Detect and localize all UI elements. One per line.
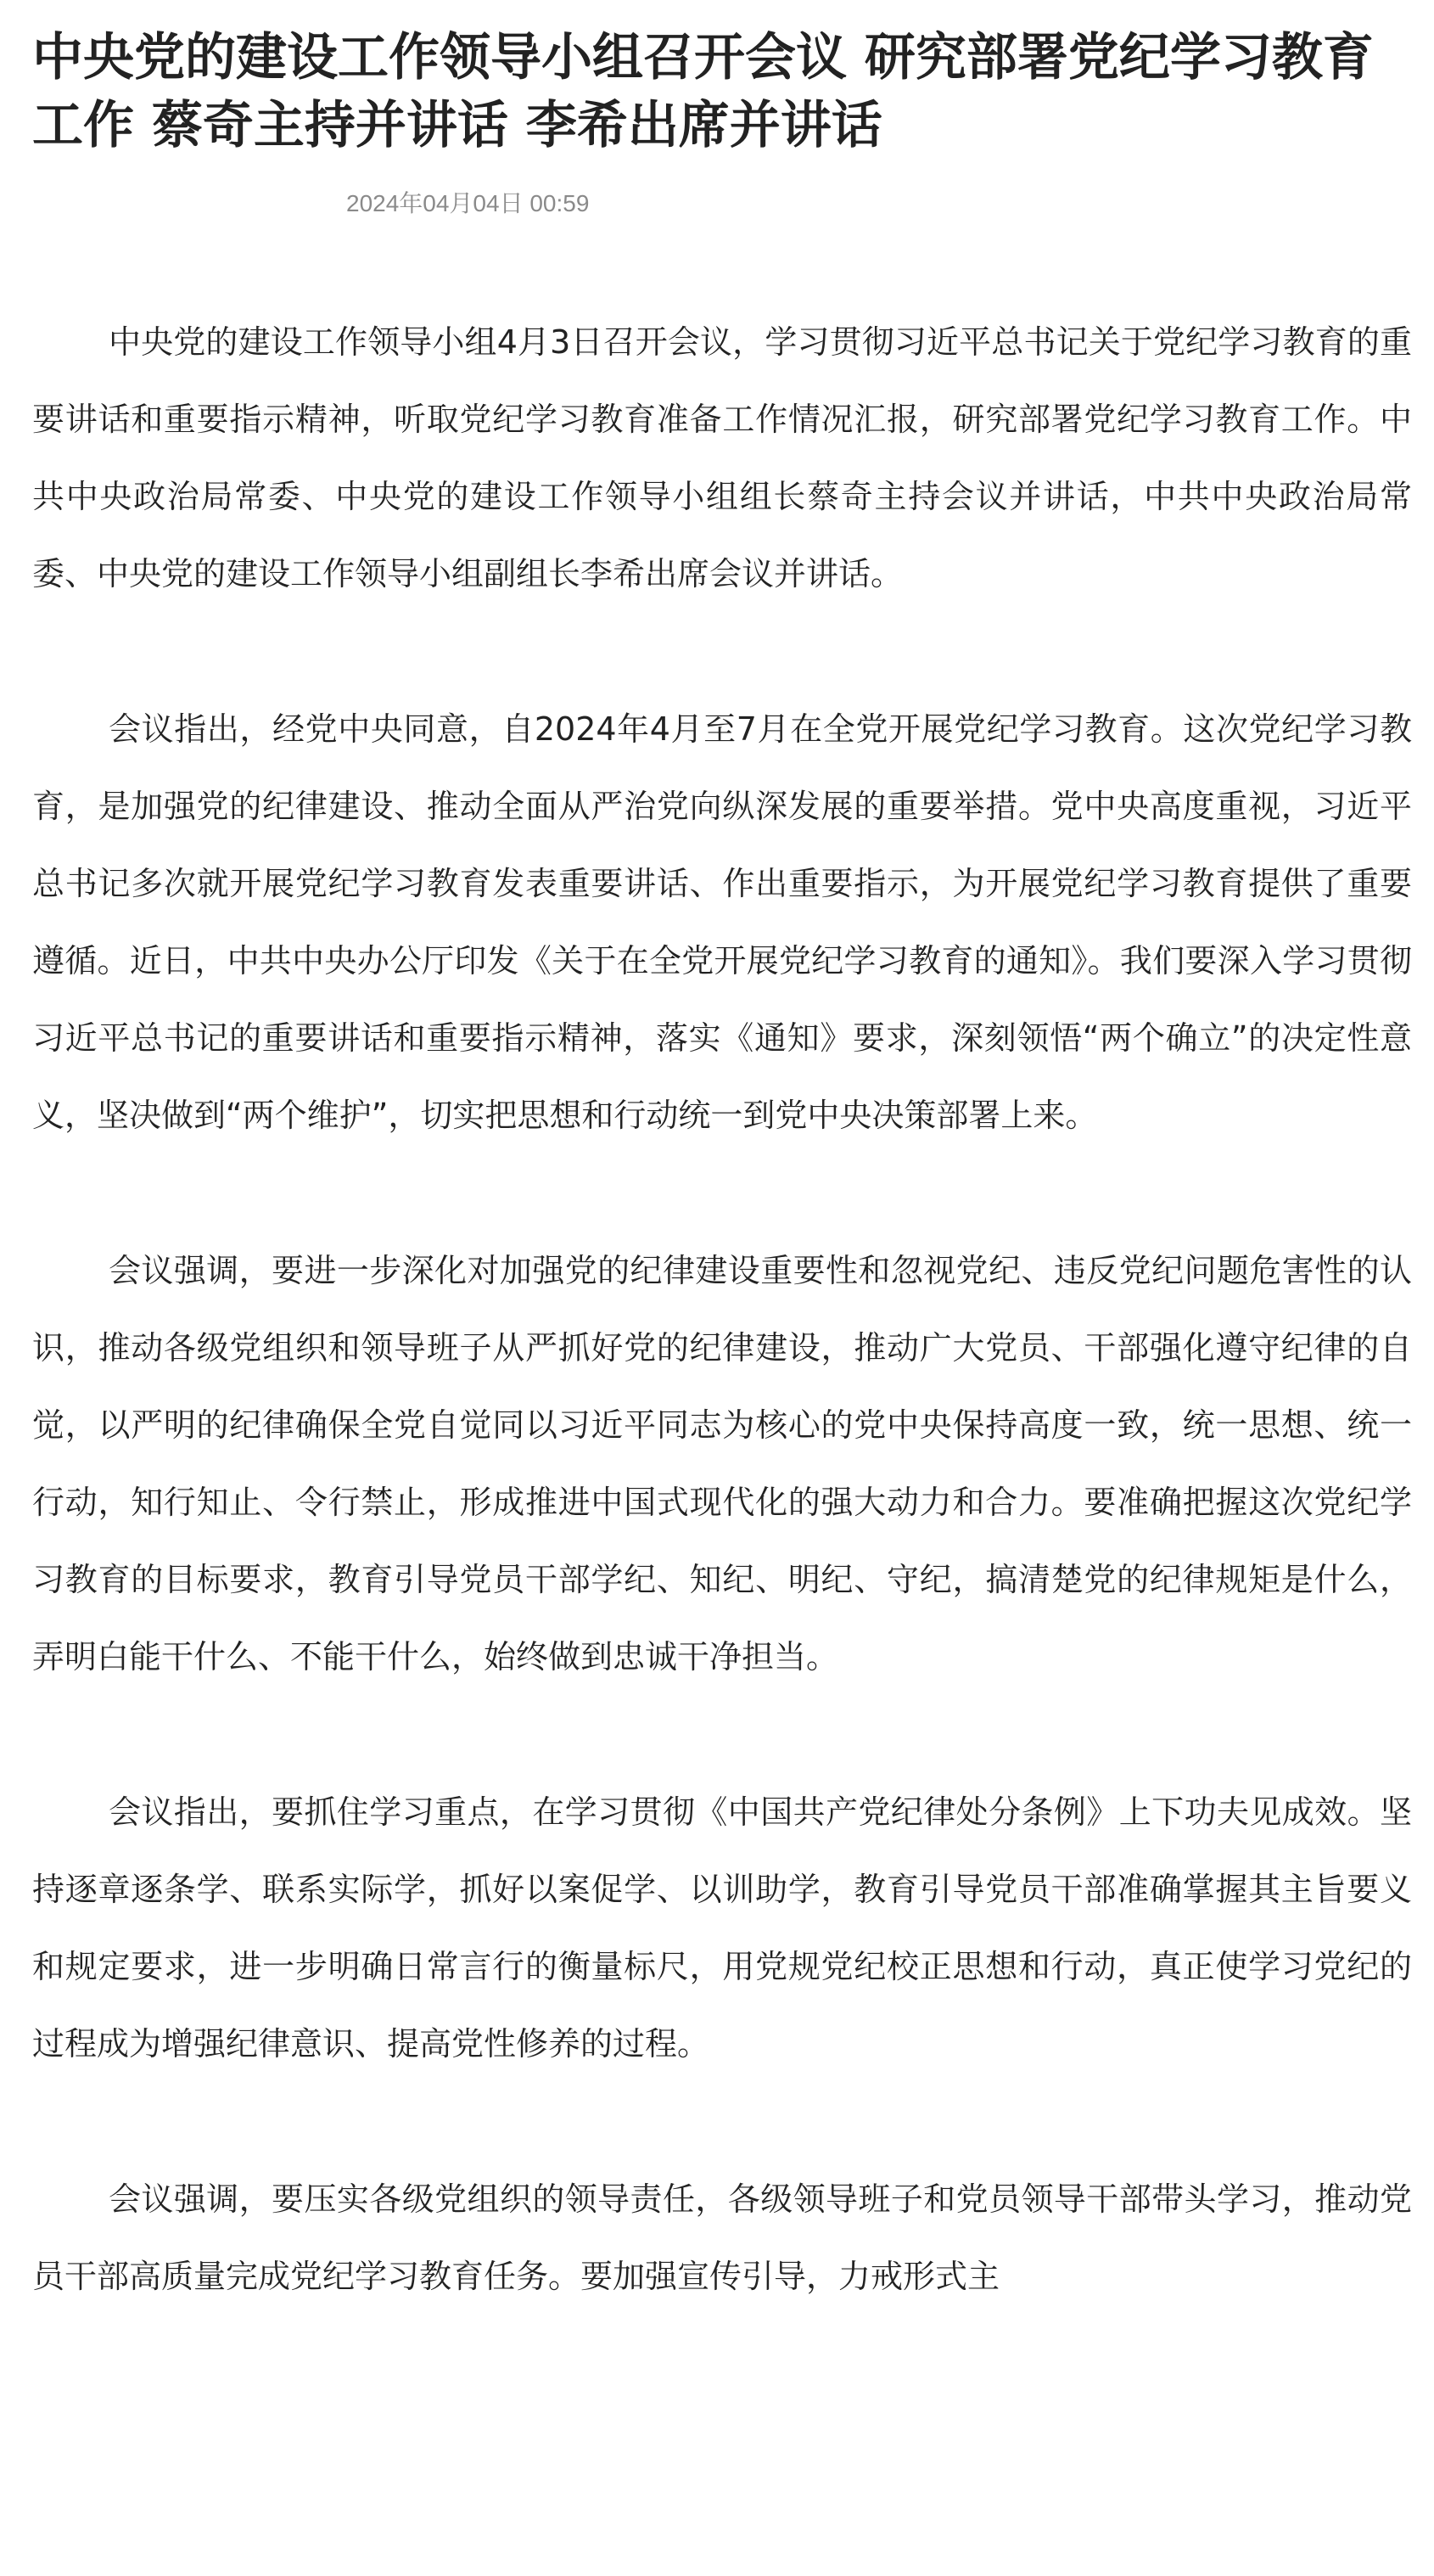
- article: [32, 0, 1412, 2394]
- article-paragraph: 会议强调，要进一步深化对加强党的纪律建设重要性和忽视党纪、违反党纪问题危害性的认识，推动各级党组织和领导班子从严抓好党的纪律建设，推动广大党员、干部强化遵守纪律的自觉，以严明的纪律确保全党自觉同以习近平同志为核心的党中央保持高度一致，统一思想、统一行动，知行知止、令行禁止，形成推进中国式现代化的强大动力和合力。要准确把握这次党纪学习教育的目标要求，教育引导党员干部学纪、知纪、明纪、守纪，搞清楚党的纪律规矩是什么，弄明白能干什么、不能干什么，始终做到忠诚干净担当。: [32, 1252, 1412, 1675]
- article-paragraph: 会议强调，要压实各级党组织的领导责任，各级领导班子和党员领导干部带头学习，推动党员干部高质量完成党纪学习教育任务。要加强宣传引导，力戒形式主: [32, 2180, 1412, 2295]
- article-paragraph: 会议指出，经党中央同意，自2024年4月至7月在全党开展党纪学习教育。这次党纪学习教育，是加强党的纪律建设、推动全面从严治党向纵深发展的重要举措。党中央高度重视，习近平总书记多次就开展党纪学习教育发表重要讲话、作出重要指示，为开展党纪学习教育提供了重要遵循。近日，中共中央办公厅印发《关于在全党开展党纪学习教育的通知》。我们要深入学习贯彻习近平总书记的重要讲话和重要指示精神，落实《通知》要求，深刻领悟“两个确立”的决定性意义，坚决做到“两个维护”，切实把思想和行动统一到党中央决策部署上来。: [32, 710, 1412, 1134]
- article-paragraph: 会议指出，要抓住学习重点，在学习贯彻《中国共产党纪律处分条例》上下功夫见成效。坚持逐章逐条学、联系实际学，抓好以案促学、以训助学，教育引导党员干部准确掌握其主旨要义和规定要求，进一步明确日常言行的衡量标尺，用党规党纪校正思想和行动，真正使学习党纪的过程成为增强纪律意识、提高党性修养的过程。: [32, 1793, 1412, 2062]
- article-title: 中央党的建设工作领导小组召开会议 研究部署党纪学习教育工作 蔡奇主持并讲话 李希出席并讲话: [32, 28, 1374, 155]
- publish-datetime: 2024年04月04日 00:59: [346, 190, 590, 216]
- article-body: [32, 304, 1412, 2315]
- article-paragraph: 中央党的建设工作领导小组4月3日召开会议，学习贯彻习近平总书记关于党纪学习教育的重要讲话和重要指示精神，听取党纪学习教育准备工作情况汇报，研究部署党纪学习教育工作。中共中央政治局常委、中央党的建设工作领导小组组长蔡奇主持会议并讲话，中共中央政治局常委、中央党的建设工作领导小组副组长李希出席会议并讲话。: [32, 323, 1412, 592]
